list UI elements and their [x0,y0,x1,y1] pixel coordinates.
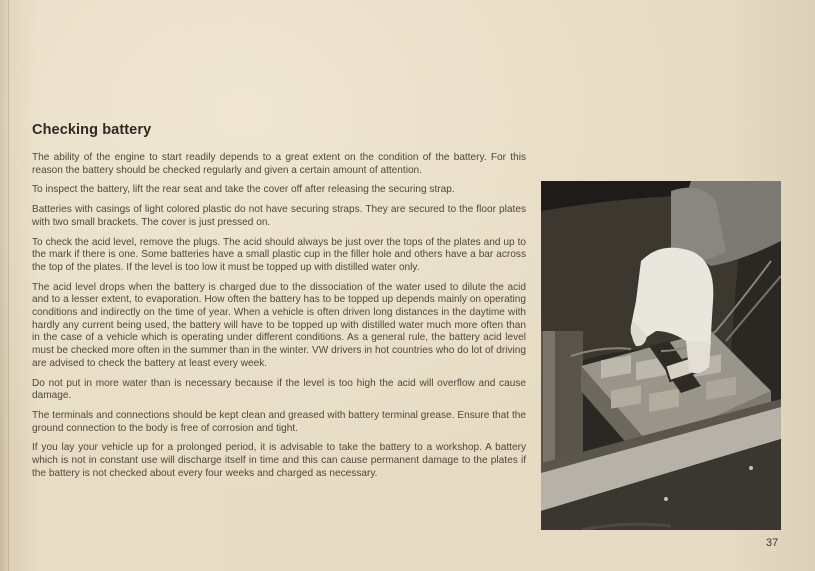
page-number: 37 [766,537,779,549]
battery-photo [541,181,781,530]
paragraph-terminals: The terminals and connections should be kept clean and greased with battery terminal grease. Ensure that the ground connection to the body is free of corrosion and tight. [32,409,526,434]
paragraph-acid-level: To check the acid level, remove the plugs. The acid should always be just over the tops of the plates and up to the mark if there is one. Some batteries have a small plastic cup in the filler hole and others have a bar across the top of the plates. If the level is too low it must be topped up with distilled water only. [32,236,526,273]
section-heading: Checking battery [32,122,152,138]
paragraph-inspect: To inspect the battery, lift the rear seat and take the cover off after releasing the securing strap. [32,184,455,196]
paragraph-acid-drops: The acid level drops when the battery is charged due to the dissociation of the water used to dilute the acid and to a lesser extent, to evaporation. How often the battery has to be topped up depends mainly on operating conditions and indirectly on the time of year. When a vehicle is often driven long distances in the daytime with hardly any current being used, the battery will have to be topped up with distilled water much more often than in the case of a vehicle which is operating under different conditions. As a general rule, the battery acid level must be checked more often in the summer than in the winter. VW drivers in hot countries who do lot of driving are advised to check the battery at least every week. [32,281,526,369]
paragraph-intro: The ability of the engine to start readily depends to a great extent on the condition of the battery. For this reason the battery should be checked regularly and given a certain amount of attention. [32,152,526,176]
paragraph-lay-up: If you lay your vehicle up for a prolonged period, it is advisable to take the battery to a workshop. A battery which is not in constant use will discharge itself in time and this can cause permanent damage to the plates if the battery is not checked about every four weeks and charged as necessary. [32,442,526,479]
paragraph-overflow-warning: Do not put in more water than is necessary because if the level is too high the acid will overflow and cause damage. [32,377,526,402]
page-fold-line [8,0,9,571]
body-text-column [32,152,526,487]
paragraph-plastic-casings: Batteries with casings of light colored plastic do not have securing straps. They are secured to the floor plates with two small brackets. The cover is just pressed on. [32,204,526,228]
